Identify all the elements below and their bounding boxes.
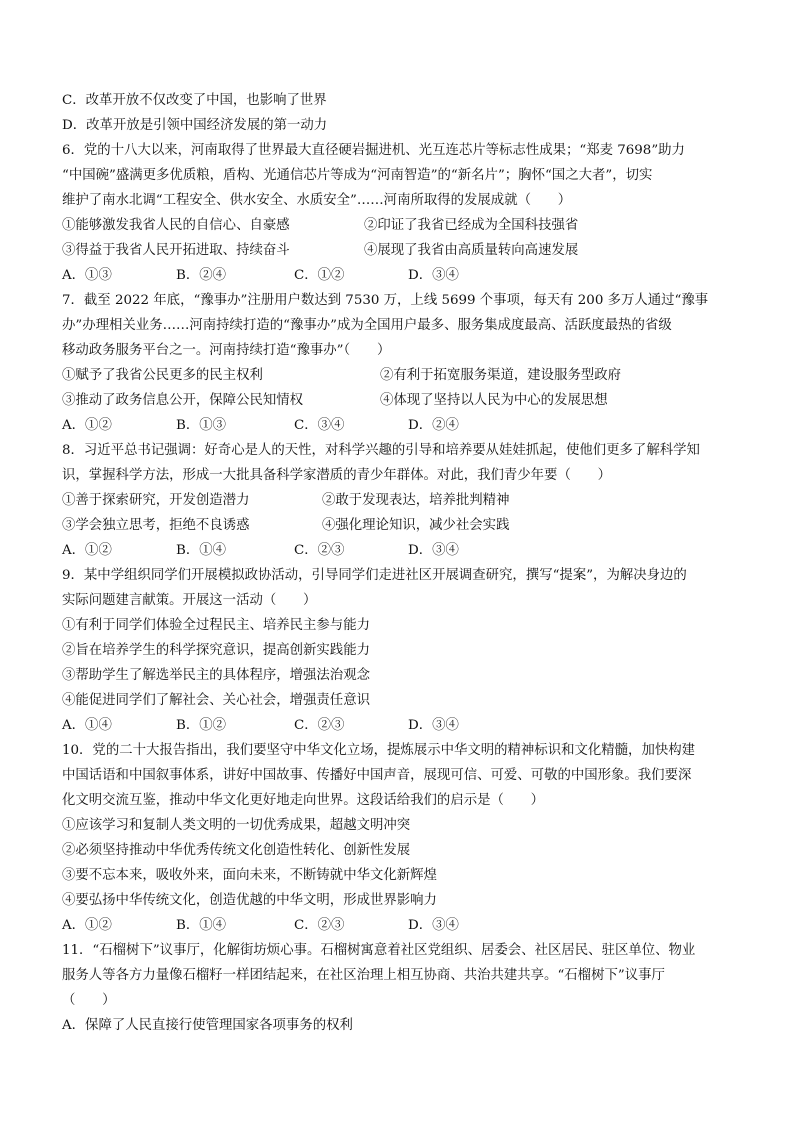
q10-choice-b: B．①④ [176,918,227,933]
q7-choice-c: C．③④ [294,418,345,433]
q9-choice-c: C．②③ [294,718,345,733]
q10-stem-line: 化文明交流互鉴，推动中华文化更好地走向世界。这段话给我们的启示是（ ） [62,793,545,808]
q11-stem-line: 11．“石榴树下”议事厅，化解街坊烦心事。石榴树寓意着社区党组织、居委会、社区居民、驻区单位、物业 [62,943,696,958]
q6-choice-b: B．②④ [176,268,227,283]
q9-choice-d: D．③④ [408,718,459,733]
q9-item-2: ②旨在培养学生的科学探究意识，提高创新实践能力 [62,643,370,658]
q8-choice-b: B．①④ [176,543,227,558]
q10-item-1: ①应该学习和复制人类文明的一切优秀成果，超越文明冲突 [62,818,411,833]
q9-item-3: ③帮助学生了解选举民主的具体程序，增强法治观念 [62,668,370,683]
q9-choice-a: A．①④ [62,718,112,733]
q10-choice-d: D．③④ [408,918,459,933]
q11-stem-line: 服务人等各方力量像石榴籽一样团结起来，在社区治理上相互协商、共治共建共享。“石榴树下”议事厅 [62,968,665,983]
q6-item-2: ②印证了我省已经成为全国科技强省 [364,218,579,233]
q6-item-1: ①能够激发我省人民的自信心、自豪感 [62,218,290,233]
q10-item-3: ③要不忘本来，吸收外来，面向未来，不断铸就中华文化新辉煌 [62,868,437,883]
q6-item-4: ④展现了我省由高质量转向高速发展 [364,243,579,258]
q8-item-2: ②敢于发现表达，培养批判精神 [322,493,510,508]
q8-choice-c: C．②③ [294,543,345,558]
q11-stem-line: （ ） [62,993,116,1008]
q7-item-2: ②有利于拓宽服务渠道，建设服务型政府 [380,368,622,383]
q6-choice-c: C．①② [294,268,345,283]
q7-stem-line: 移动政务服务平台之一。河南持续打造“豫事办”（ ） [62,343,391,358]
q7-stem-line: 7．截至 2022 年底，“豫事办”注册用户数达到 7530 万，上线 5699 个事项，每天有 200 多万人通过“豫事 [62,293,709,308]
q10-item-4: ④要弘扬中华传统文化，创造优越的中华文明，形成世界影响力 [62,893,437,908]
q9-item-1: ①有利于同学们体验全过程民主、培养民主参与能力 [62,618,370,633]
q8-item-4: ④强化理论知识，减少社会实践 [322,518,510,533]
q8-choice-a: A．①② [62,543,112,558]
q10-choice-a: A．①② [62,918,112,933]
q10-item-2: ②必须坚持推动中华优秀传统文化创造性转化、创新性发展 [62,843,411,858]
q6-choice-d: D．③④ [408,268,459,283]
q7-choice-a: A．①② [62,418,112,433]
q10-choice-c: C．②③ [294,918,345,933]
q8-choice-d: D．③④ [408,543,459,558]
q8-item-3: ③学会独立思考，拒绝不良诱惑 [62,518,250,533]
q6-stem-line: 维护了南水北调“工程安全、供水安全、水质安全”……河南所取得的发展成就（ ） [62,193,572,208]
q8-stem-line: 识，掌握科学方法，形成一大批具备科学家潜质的青少年群体。对此，我们青少年要（ ） [62,468,612,483]
q7-item-1: ①赋予了我省公民更多的民主权利 [62,368,263,383]
q6-stem-line: 6．党的十八大以来，河南取得了世界最大直径硬岩掘进机、光互连芯片等标志性成果；“郑麦 7698”助力 [62,143,685,158]
q7-choice-d: D．②④ [408,418,459,433]
q9-stem-line: 9．某中学组织同学们开展模拟政协活动，引导同学们走进社区开展调查研究，撰写“提案”，为解决身边的 [62,568,687,583]
q6-choice-a: A．①③ [62,268,112,283]
q6-stem-line: “中国碗”盛满更多优质粮，盾构、光通信芯片等成为“河南智造”的“新名片”；胸怀“国之大者”，切实 [62,168,653,183]
q7-item-4: ④体现了坚持以人民为中心的发展思想 [380,393,608,408]
q9-item-4: ④能促进同学们了解社会、关心社会，增强责任意识 [62,693,370,708]
q5-option-c: C．改革开放不仅改变了中国，也影响了世界 [62,93,327,108]
q9-stem-line: 实际问题建言献策。开展这一活动（ ） [62,593,317,608]
q7-choice-b: B．①③ [176,418,227,433]
q9-choice-b: B．①② [176,718,227,733]
q8-stem-line: 8．习近平总书记强调：好奇心是人的天性，对科学兴趣的引导和培养要从娃娃抓起，使他们更多了解科学知 [62,443,700,458]
q6-item-3: ③得益于我省人民开拓进取、持续奋斗 [62,243,290,258]
q10-stem-line: 中国话语和中国叙事体系，讲好中国故事、传播好中国声音，展现可信、可爱、可敬的中国形象。我们要深 [62,768,692,783]
q5-option-d: D．改革开放是引领中国经济发展的第一动力 [62,118,328,133]
q7-item-3: ③推动了政务信息公开，保障公民知情权 [62,393,304,408]
q11-option-a: A．保障了人民直接行使管理国家各项事务的权利 [62,1018,353,1033]
q8-item-1: ①善于探索研究，开发创造潜力 [62,493,250,508]
q7-stem-line: 办”办理相关业务……河南持续打造的“豫事办”成为全国用户最多、服务集成度最高、活跃度最热的省级 [62,318,672,333]
q10-stem-line: 10．党的二十大报告指出，我们要坚守中华文化立场，提炼展示中华文明的精神标识和文化精髓，加快构建 [62,743,696,758]
